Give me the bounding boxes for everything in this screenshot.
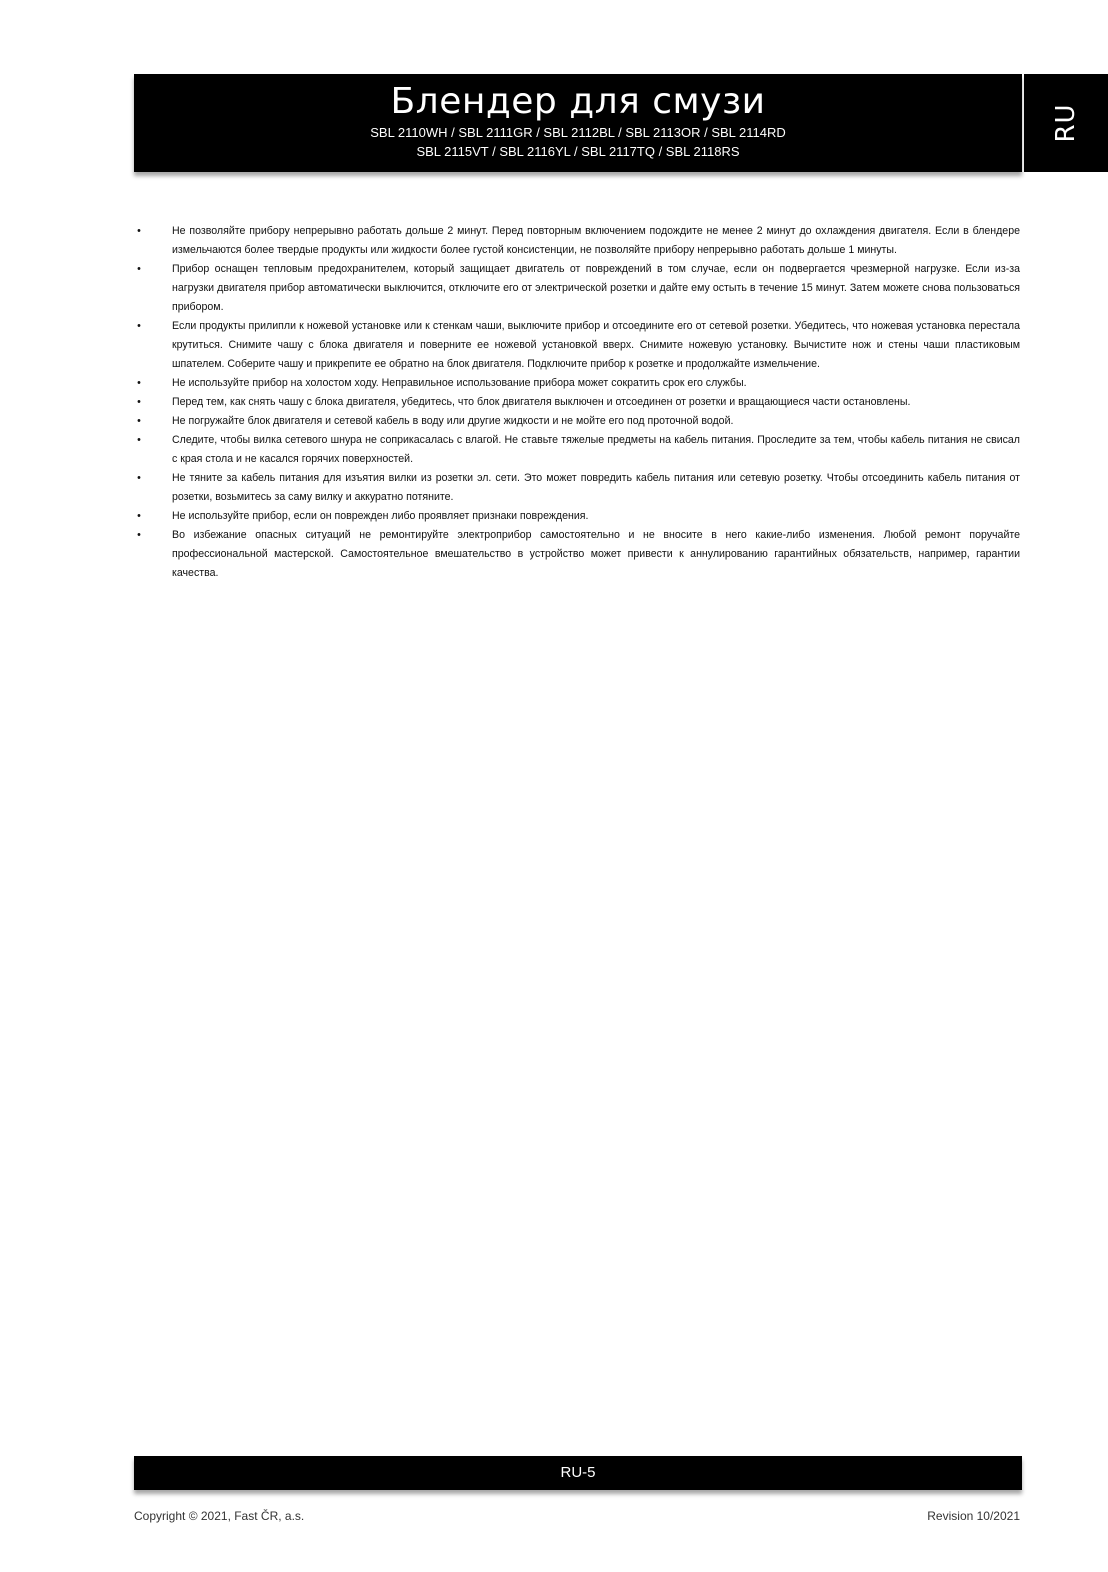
page-number: RU-5 (560, 1464, 596, 1481)
list-item-text: Следите, чтобы вилка сетевого шнура не соприкасалась с влагой. Не ставьте тяжелые предметы на кабель питания. Проследите за тем, чтобы кабель питания не свисал с края стола и не касался горячих поверхностей. (172, 434, 1020, 465)
language-code: RU (1051, 103, 1081, 143)
header-banner (134, 74, 1022, 172)
bullet-icon: • (137, 434, 141, 446)
bullet-icon: • (137, 377, 141, 389)
list-item (134, 222, 1020, 260)
list-item-text: Не используйте прибор, если он поврежден либо проявляет признаки повреждения. (172, 510, 589, 522)
safety-instructions (134, 222, 1020, 583)
bullet-icon: • (137, 320, 141, 332)
list-item (134, 469, 1020, 507)
list-item-text: Во избежание опасных ситуаций не ремонтируйте электроприбор самостоятельно и не вносите в него какие-либо изменения. Любой ремонт поручайте профессиональной мастерской. Самостоятельное вмешательство в устройство может привести к аннулированию гарантийных обязательств, например, гарантии качества. (172, 529, 1020, 579)
list-item-text: Не погружайте блок двигателя и сетевой кабель в воду или другие жидкости и не мойте его под проточной водой. (172, 415, 734, 427)
model-list-line-1: SBL 2110WH / SBL 2111GR / SBL 2112BL / SBL 2113OR / SBL 2114RD (370, 125, 786, 140)
list-item-text: Не тяните за кабель питания для изъятия вилки из розетки эл. сети. Это может повредить кабель питания или сетевую розетку. Чтобы отсоединить кабель питания от розетки, возьмитесь за саму вилку и аккуратно потяните. (172, 472, 1020, 503)
list-item-text: Прибор оснащен тепловым предохранителем, который защищает двигатель от повреждений в том случае, если он подвергается чрезмерной нагрузке. Если из-за нагрузки двигателя прибор автоматически выключится, отключите его от электрической розетки и дайте ему остыть в течение 15 минут. Затем можете снова пользоваться прибором. (172, 263, 1020, 313)
list-item-text: Не позволяйте прибору непрерывно работать дольше 2 минут. Перед повторным включением подождите не менее 2 минут до охлаждения двигателя. Если в блендере измельчаются более твердые продукты или жидкости более густой консистенции, не позволяйте прибору непрерывно работать дольше 1 минуты. (172, 225, 1020, 256)
language-tab (1024, 74, 1108, 172)
list-item-text: Если продукты прилипли к ножевой установке или к стенкам чаши, выключите прибор и отсоедините его от сетевой розетки. Убедитесь, что ножевая установка перестала крутиться. Снимите чашу с блока двигателя и поверните ее ножевой установкой вверх. Снимите ножевую установку. Вычистите нож и стены чаши пластиковым шпателем. Соберите чашу и прикрепите ее обратно на блок двигателя. Подключите прибор к розетке и продолжайте измельчение. (172, 320, 1020, 370)
bullet-icon: • (137, 510, 141, 522)
bullet-icon: • (137, 415, 141, 427)
bullet-icon: • (137, 472, 141, 484)
list-item (134, 317, 1020, 374)
bullet-icon: • (137, 396, 141, 408)
list-item (134, 393, 1020, 412)
list-item-text: Не используйте прибор на холостом ходу. Неправильное использование прибора может сократить срок его службы. (172, 377, 747, 389)
model-list-line-2: SBL 2115VT / SBL 2116YL / SBL 2117TQ / SBL 2118RS (416, 144, 740, 159)
list-item (134, 526, 1020, 583)
footer-banner (134, 1456, 1022, 1490)
list-item (134, 412, 1020, 431)
list-item (134, 431, 1020, 469)
copyright-text: Copyright © 2021, Fast ČR, a.s. (134, 1509, 305, 1523)
bullet-icon: • (137, 225, 141, 237)
bullet-icon: • (137, 529, 141, 541)
revision-text: Revision 10/2021 (927, 1509, 1020, 1523)
list-item-text: Перед тем, как снять чашу с блока двигателя, убедитесь, что блок двигателя выключен и отсоединен от розетки и вращающиеся части остановлены. (172, 396, 911, 408)
list-item (134, 374, 1020, 393)
bullet-icon: • (137, 263, 141, 275)
list-item (134, 507, 1020, 526)
list-item (134, 260, 1020, 317)
instruction-list (134, 222, 1020, 583)
page-title: Блендер для смузи (390, 81, 766, 122)
